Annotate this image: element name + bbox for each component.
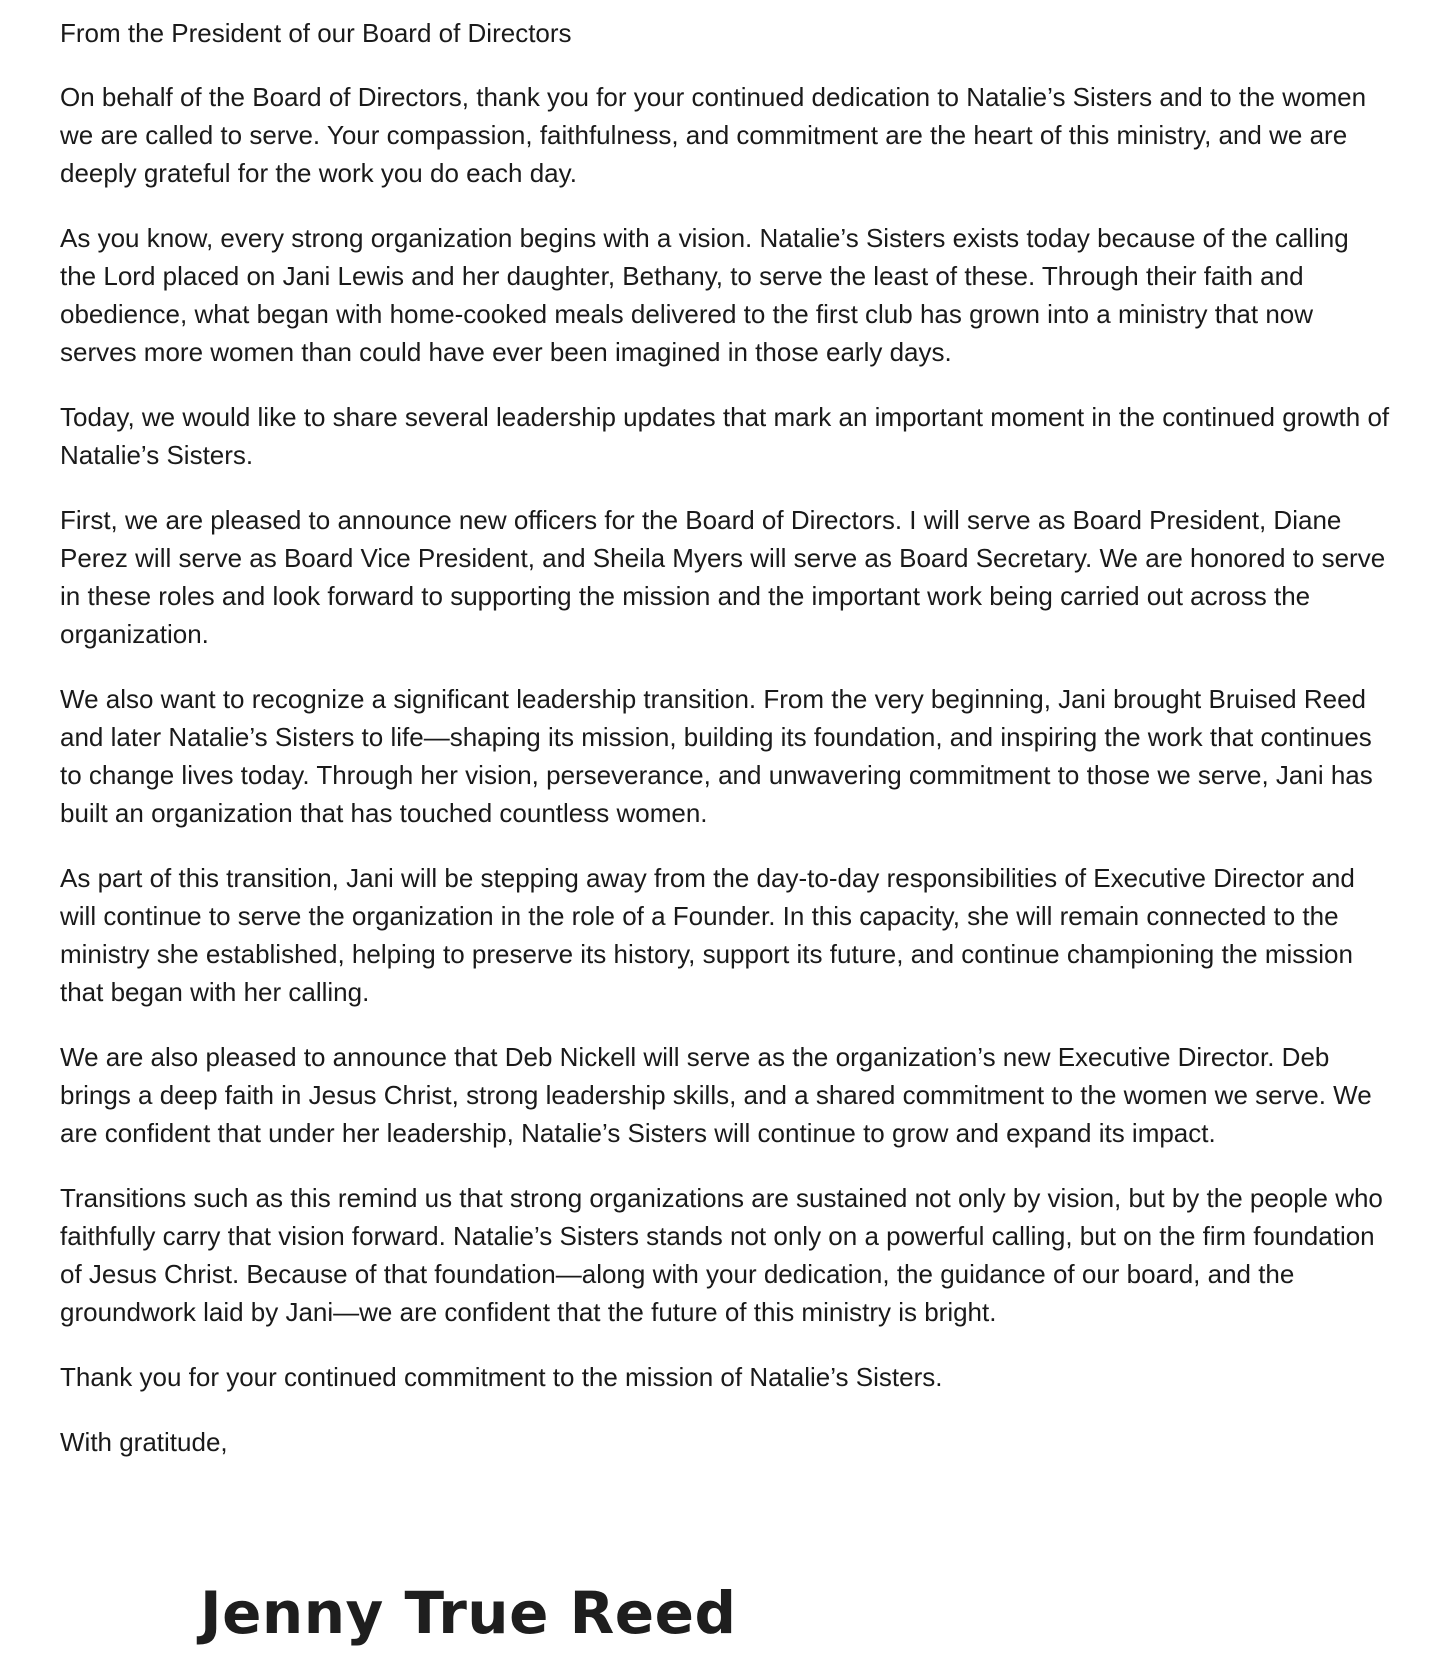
paragraph-board-thanks: On behalf of the Board of Directors, thank you for your continued dedication to Natalie’s Sisters and to the women we are called to serve. Your compassion, faithfulness, and commitment are the heart of this ministry, and we are deeply grateful for the work you do each day. [60,82,1367,188]
letter-body [60,14,1390,1501]
paragraph-leadership-updates: Today, we would like to share several leadership updates that mark an important moment in the continued growth of Natalie’s Sisters. [60,402,1390,470]
paragraph-foundation: Transitions such as this remind us that strong organizations are sustained not only by vision, but by the people who faithfully carry that vision forward. Natalie’s Sisters stands not only on a powerful calling, but on the firm foundation of Jesus Christ. Because of that foundation—along with your dedication, the guidance of our board, and the groundwork laid by Jani—we are confident that the future of this ministry is bright. [60,1183,1383,1327]
letter-heading: From the President of our Board of Directors [60,18,572,48]
paragraph-founder-role: As part of this transition, Jani will be stepping away from the day-to-day responsibilities of Executive Director and will continue to serve the organization in the role of a Founder. In this capacity, she will remain connected to the ministry she established, helping to preserve its history, support its future, and continue championing the mission that began with her calling. [60,863,1355,1007]
paragraph-new-executive-director: We are also pleased to announce that Deb Nickell will serve as the organization’s new Executive Director. Deb brings a deep faith in Jesus Christ, strong leadership skills, and a shared commitment to the women we serve. We are confident that under her leadership, Natalie’s Sisters will continue to grow and expand its impact. [60,1042,1372,1148]
paragraph-vision: As you know, every strong organization begins with a vision. Natalie’s Sisters exists today because of the calling the Lord placed on Jani Lewis and her daughter, Bethany, to serve the least of these. Through their faith and obedience, what began with home-cooked meals delivered to the first club has grown into a ministry that now serves more women than could have ever been imagined in those early days. [60,223,1349,367]
closing-line: With gratitude, [60,1427,228,1457]
paragraph-recognize-transition: We also want to recognize a significant leadership transition. From the very beginning, Jani brought Bruised Reed and later Natalie’s Sisters to life—shaping its mission, building its foundation, and inspiring the work that continues to change lives today. Through her vision, perseverance, and unwavering commitment to those we serve, Jani has built an organization that has touched countless women. [60,684,1373,828]
signature: Jenny True Reed [200,1579,737,1647]
paragraph-thank-you: Thank you for your continued commitment to the mission of Natalie’s Sisters. [60,1362,943,1392]
paragraph-new-officers: First, we are pleased to announce new officers for the Board of Directors. I will serve as Board President, Diane Perez will serve as Board Vice President, and Sheila Myers will serve as Board Secretary. We are honored to serve in these roles and look forward to supporting the mission and the important work being carried out across the organization. [60,505,1386,649]
